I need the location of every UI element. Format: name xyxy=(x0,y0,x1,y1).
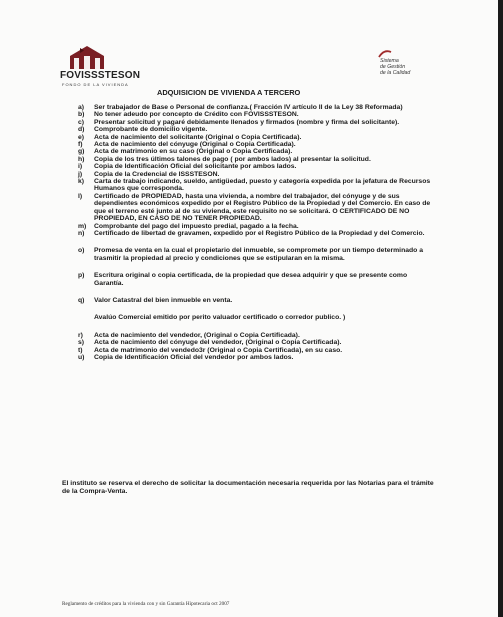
house-logo-icon xyxy=(68,44,106,70)
list-item: j) Copia de la Credencial de ISSSTESON. xyxy=(78,170,220,178)
quality-logo-line-1: Sistema xyxy=(380,58,399,64)
list-item: o) Promesa de venta en la cual el propietario del inmueble, se compromete por un tiempo determinado a trasmitir la propiedad al precio y condiciones que se estipularan en la misma. xyxy=(78,247,423,262)
fovissteson-logo xyxy=(60,44,150,90)
list-item: g) Acta de matrimonio en su caso (Original o Copia Certificada). xyxy=(78,148,293,156)
document-title: ADQUISICION DE VIVIENDA A TERCERO xyxy=(157,88,301,97)
list-item: e) Acta de nacimiento del solicitante (Original o Copia Certificada). xyxy=(78,133,302,141)
list-item: s) Acta de nacimiento del cónyuge del vendedor, (Original o Copia Certificada). xyxy=(78,339,342,347)
quality-system-logo xyxy=(350,50,430,80)
list-item: c) Presentar solicitud y pagaré debidamente llenados y firmados (nombre y firma del solicitante). xyxy=(78,118,400,126)
list-item: b) No tener adeudo por concepto de Crédito con FOVISSSTESON. xyxy=(78,111,299,119)
appraisal-note: Avalúo Comercial emitido por perito valuador certificado o corredor publico. ) xyxy=(94,314,346,322)
list-item: u) Copia de Identificación Oficial del vendedor por ambos lados. xyxy=(78,353,294,361)
scan-edge-shadow xyxy=(498,0,503,617)
list-item: t) Acta de matrimonio del vendedo3r (Original o Copia Certificada), en su caso. xyxy=(78,346,343,354)
list-item: m) Comprobante del pago del impuesto predial, pagado a la fecha. xyxy=(78,222,299,230)
list-item: p) Escritura original o copia certificada, de la propiedad que desea adquirir y que se presente como Garantía. xyxy=(78,272,408,287)
quality-logo-line-2: de Gestión xyxy=(380,64,406,70)
list-item: k) Carta de trabajo indicando, sueldo, antigüedad, puesto y categoría expedida por la jefatura de Recursos Humanos que corresponda. xyxy=(78,178,431,193)
list-item: l) Certificado de PROPIEDAD, hasta una vivienda, a nombre del trabajador, del cónyuge y de sus dependientes económicos expedido por el Registro Público de la Propiedad y del Comercio. En caso de que el terreno esté junto al de su vivienda, este requisito no se solicitará. O CERTIFICADO DE NO PROPIEDAD, EN CASO DE NO TENER PROPIEDAD. xyxy=(78,192,431,223)
logo-subtext: FONDO DE LA VIVIENDA xyxy=(62,82,129,87)
list-item: i) Copia de Identificación Oficial del solicitante por ambos lados. xyxy=(78,163,297,171)
closing-note: El instituto se reserva el derecho de solicitar la documentación necesaria requerida por las Notarias para el trámite de la Compra-Venta. xyxy=(62,480,434,495)
list-item: n) Certificado de libertad de gravamen, expedido por el Registro Público de la Propiedad y del Comercio. xyxy=(78,229,425,237)
logo-brand-text: FOVISSSTESON xyxy=(60,70,141,81)
page-footer: Reglamento de créditos para la vivienda con y sin Garantía Hipotecaria oct 2007 xyxy=(62,601,230,607)
list-item: r) Acta de nacimiento del vendedor, (Original o Copia Certificada). xyxy=(78,331,300,339)
list-item: q) Valor Catastral del bien inmueble en venta. xyxy=(78,296,233,304)
list-item: f) Acta de nacimiento del cónyuge (Original o Copia Certificada). xyxy=(78,141,296,149)
quality-swoosh-icon xyxy=(378,50,392,58)
requirements-list xyxy=(78,104,433,361)
quality-logo-line-3: de la Calidad xyxy=(380,70,411,76)
list-item: h) Copia de los tres últimos talones de pago ( por ambos lados) al presentar la solicitud. xyxy=(78,155,371,163)
list-item: a) Ser trabajador de Base o Personal de confianza.( Fracción IV artículo II de la Ley 38 Reformada) xyxy=(78,104,403,111)
list-item: d) Comprobante de domicilio vigente. xyxy=(78,126,208,134)
